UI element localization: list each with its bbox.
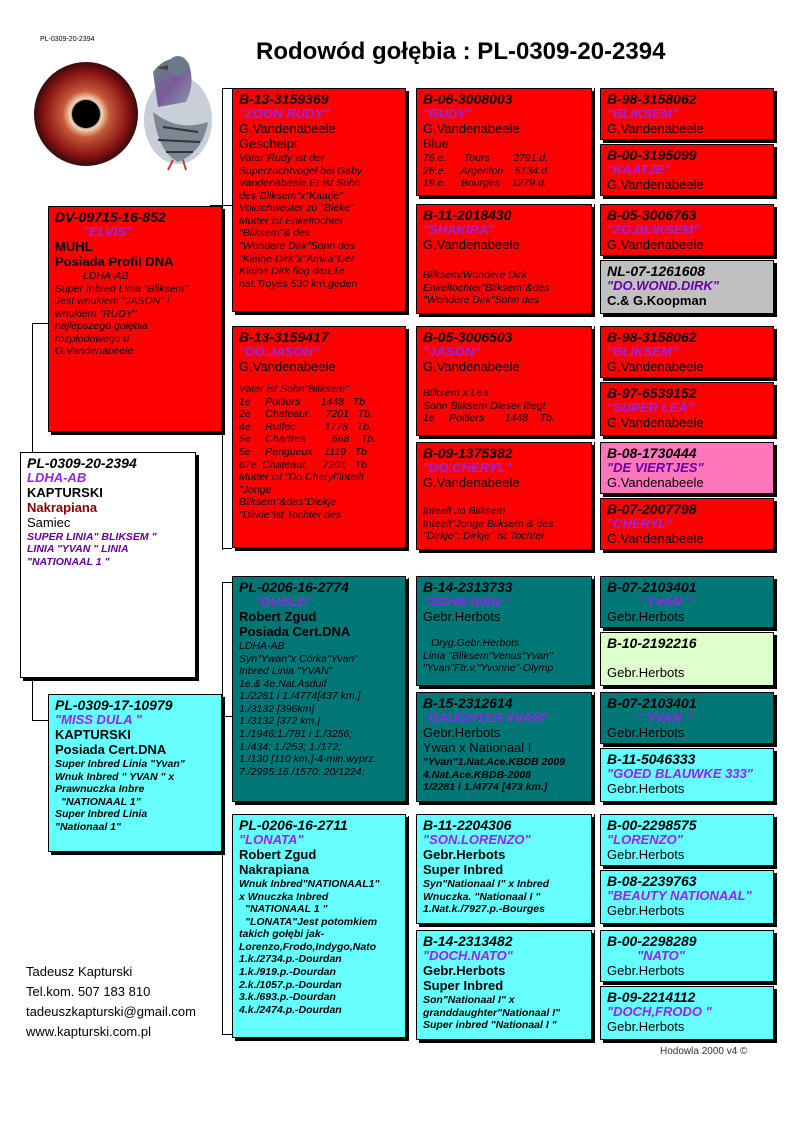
note: Wnuk Inbred " YVAN " x [55,770,175,783]
breeder: Gebr.Herbots [423,725,501,741]
color: Blue [423,135,450,151]
note: LDHA-AB [83,269,129,282]
breeder: G.Vandenabeele [607,237,704,253]
breeder: Robert Zgud [239,609,317,625]
color: Geschelpt [239,135,298,151]
ring-number: PL-0206-16-2774 [239,579,349,595]
breeder: C.& G.Koopman [607,293,707,309]
contact-name: Tadeusz Kapturski [26,964,133,979]
note: Super Inbred Linia [55,808,148,821]
note: "Nationaal 1" [55,820,121,833]
race-result: 19.e. Bourges 1279.d. [423,177,547,190]
mfm-card [416,692,592,802]
pigeon-name: "DO.WOND.DIRK" [607,278,719,294]
pigeon-name: "SOHN IVAN " [423,594,511,610]
breeder: G.Vandenabeele [607,359,704,375]
ring-number: B-13-3159369 [239,91,329,107]
pigeon-name: "DAUGHTER YVAN" [423,710,548,726]
note: 3.k./693.p.-Dourdan [239,991,336,1004]
breeder: Gebr.Herbots [607,1019,685,1035]
note: 5e Chartres 668 Tb. [239,433,377,446]
note: Bliksem/Wondere Dirk [423,268,527,281]
note: 2.k./1057.p.-Dourdan [239,978,342,991]
page-title: Rodowód gołębia : PL-0309-20-2394 [256,38,666,65]
fm-card [232,326,406,548]
pigeon-name: "DO.JASON" [239,344,320,360]
note: 1/2281 i 1./4774 [473 km.] [423,781,548,794]
note: 2e Chateaur. 7201 Tb. [239,408,373,421]
pigeon-name: "JASON" [423,344,481,360]
ring-number: B-05-3006503 [423,329,513,345]
note: 1.Nat.k./7927.p.-Bourges [423,903,545,916]
ring-number: B-15-2312614 [423,695,513,711]
note: Sohn Bliksem Dieser fliegt [423,399,546,412]
note: "NATIONAAL 1 " [27,556,110,569]
ring-number: B-08-1730444 [607,445,697,461]
contact-block [26,962,196,1042]
pigeon-name: "BLIKSEM" [607,344,678,360]
fmm-card [416,442,592,550]
color: Posiada Cert.DNA [55,741,167,757]
note: rozpłodowego u [55,332,130,345]
pigeon-name: " YVAN " [637,710,692,726]
note: Linia "Bliksem"Venus"Yvan" [423,649,553,662]
note: LDHA-AB [239,639,285,652]
note: Inteelt Jo Bliksem [423,504,506,517]
note: 7./2995:16./1570: 20/1224: [239,765,365,778]
ff-card [232,88,406,312]
pigeon-name: "ZO.BLIKSEM" [607,222,700,238]
note: Oryg.Gebr.Herbots [431,636,520,649]
breeder: MUHL [55,239,93,255]
note: des"Bliksem"x"Kaatje" [239,189,343,202]
ffm-card [416,204,592,314]
note: "Wondere Dirk"Sohn des [423,294,540,307]
note: 1e Poitiers 1448 Tb. [423,412,555,425]
color: Nakrapiana [27,499,98,515]
pigeon-name: "MISS DULA " [55,712,142,728]
fff-card [416,88,592,196]
pigeon-name: "RUDY" [423,106,473,122]
note: G.Vandenabeele [55,345,134,358]
note: "NATIONAAL 1 " [245,903,328,916]
ring-number: B-11-2018430 [423,207,512,223]
note: 4.Nat.Ace.KBDB-2008 [423,768,531,781]
ring-number: B-06-3008003 [423,91,513,107]
note: 1./1946;1./781 i 1./3256; [239,728,353,741]
pigeon-name: "DO.CHERYL" [423,460,512,476]
ring-number: NL-07-1261608 [607,263,706,279]
pigeon-eye-and-bird-image [28,32,228,172]
g4-card [600,814,774,866]
note: "Wondere Dirk"Sohn des [239,240,356,253]
pigeon-name: "DOCH,FRODO " [607,1004,712,1020]
breeder: Gebr.Herbots [607,725,685,741]
g4-card [600,576,774,628]
note: LINIA "YVAN " LINIA [27,543,129,556]
breeder: G.Vandenabeele [423,237,520,253]
note: Mutter ist "Do.Cheryl"inteilt [239,471,364,484]
breeder: Gebr.Herbots [607,903,685,919]
g4-card [600,498,774,550]
color: Super Inbred [423,861,504,877]
note: "Yvan"Ftr.v."Yvonne"-Olymp [423,662,554,675]
breeder: G.Vandenabeele [607,531,704,547]
ring-number: B-07-2103401 [607,695,697,711]
breeder: KAPTURSKI [55,727,131,743]
note: 1e.& 4e.Nat.Asduif [239,677,327,690]
note: "Bliksem"& des [239,227,311,240]
note: 1./434; 1./253; 1./172; [239,740,342,753]
breeder: Gebr.Herbots [607,963,685,979]
note: Super Inbred Linia "Yvan" [55,757,185,770]
color: Super Inbred [423,977,504,993]
breeder: Gebr.Herbots [607,609,685,625]
ring-number: B-11-5046333 [607,751,696,767]
g4-card [600,986,774,1040]
g4-card [600,442,774,494]
note: 1.k./919.p.-Dourdan [239,966,336,979]
g4-card [600,204,774,256]
note: Syn"Ywan"x Córka"Yvan" [239,652,358,665]
ring-number: B-09-2214112 [607,989,696,1005]
ring-number: B-00-2298575 [607,817,697,833]
breeder: G.Vandenabeele [239,359,336,375]
mff-card [416,576,592,686]
note: Wnuczka. "Nationaal I " [423,890,541,903]
note: Vater ist Sohn"Bliksem" [239,382,349,395]
note: Kleine Dirk flog den,1e [239,265,345,278]
ring-number: PL-0309-17-10979 [55,697,173,713]
fmf-card [416,326,592,436]
ring-number: B-09-1375382 [423,445,513,461]
ring-number: B-14-2313482 [423,933,513,949]
pigeon-name: "BEAUTY NATIONAAL" [607,888,752,904]
pigeon-name: "ZOON RUDY" [239,106,330,122]
note: Son"Nationaal I" x [423,993,515,1006]
breeder: Gebr.Herbots [607,665,685,681]
breeder: Gebr.Herbots [423,609,501,625]
note: 1e Poitiers 1448 Tb. [239,395,368,408]
pigeon-name: "KAATJE" [607,162,671,178]
pigeon-name: "ELVIS" [83,224,133,240]
note: x Wnuczka Inbred [239,890,329,903]
pigeon-name: "SUPER LEA" [607,400,694,416]
note: 1.k./2734.p.-Dourdan [239,953,342,966]
breeder: G.Vandenabeele [423,121,520,137]
breeder: Robert Zgud [239,847,317,863]
breeder: Gebr.Herbots [423,963,506,979]
note: Vandenabeele.Er ist Sohn [239,177,361,190]
ring-number: B-98-3158062 [607,91,697,107]
ring-number: B-14-2313733 [423,579,513,595]
pigeon-photo [28,32,228,172]
g4-card [600,88,774,140]
ring-number: B-11-2204306 [423,817,512,833]
note: Super Inbred Linia "Bliksem" [55,282,188,295]
g4-card [600,382,774,436]
subject-card [20,452,196,678]
breeder: Gebr.Herbots [607,781,685,797]
g4-card [600,748,774,802]
ring-number: B-10-2192216 [607,635,697,651]
ring-number: B-98-3158062 [607,329,697,345]
note: Jest wnukiem "JASON" i [55,295,170,308]
breeder: KAPTURSKI [27,485,103,501]
note: SUPER LINIA" BLIKSEM " [27,530,157,543]
note: Lorenzo,Frodo,Indygo,Nato [239,940,377,953]
note: Wnuk Inbred"NATIONAAL1" [239,877,380,890]
pigeon-name: "NATO" [637,948,685,964]
note: 1./3132 [372 km.] [239,715,321,728]
breeder: G.Vandenabeele [607,121,704,137]
note: Enkeltochter"Bliksem"&des [423,281,550,294]
mother-card [48,694,222,852]
pigeon-name: "GOED BLAUWKE 333" [607,766,753,782]
note: takich gołębi jak- [239,928,325,941]
contact-website[interactable]: www.kapturski.com.pl [26,1024,151,1039]
note: "Dirkje"::Dirkje" ist Tochter [423,530,545,543]
note: 1./3132 [396km] [239,702,315,715]
g4-card [600,930,774,982]
note: nat.Troyes 530 km.geden [239,277,358,290]
ring-number: B-07-2103401 [607,579,697,595]
breeder: G.Vandenabeele [423,475,520,491]
ring-number: PL-0206-16-2711 [239,817,348,833]
ring-number: B-00-2298289 [607,933,697,949]
ring-number: B-13-3159417 [239,329,329,345]
pigeon-name: "LONATA" [239,832,304,848]
contact-email[interactable]: tadeuszkapturski@gmail.com [26,1004,196,1019]
note: 4.k./2474.p.-Dourdan [239,1003,342,1016]
note: Vollschwester zu "Bleke" [239,202,355,215]
g4-card [600,692,774,744]
ring-number: B-07-2007798 [607,501,697,517]
g4-card [600,144,774,196]
ring-number: DV-09715-16-852 [55,209,166,225]
pigeon-name: LDHA-AB [27,470,87,486]
pigeon-name: "LORENZO" [607,832,683,848]
color: Nakrapiana [239,861,310,877]
breeder: G.Vandenabeele [607,415,704,431]
color: Posiada Cert.DNA [239,623,351,639]
mf-card [232,576,406,802]
father-card [48,206,222,432]
contact-phone: Tel.kom. 507 183 810 [26,984,151,999]
pigeon-name: "DUBLE" [255,594,313,610]
photo-caption: PL-0309-20-2394 [40,36,95,43]
note: Inteelt"Jonge Bliksem & des [423,517,554,530]
pigeon-name: "CHERYL" [607,516,673,532]
note: "LONATA"Jest potomkiem [245,915,378,928]
note: 1./130 [110 km.]-4-min.wyprz. [239,753,377,766]
note: granddaughter"Nationaal I" [423,1006,561,1019]
note: Superzuchtvogel bei Gaby [239,164,363,177]
pigeon-name: "DOCH.NATO" [423,948,513,964]
note: 67e Chateaur. 7201 Tb. [239,458,370,471]
race-result: 76.e. Tours 2791.d. [423,151,549,164]
ring-number: B-00-3195099 [607,147,697,163]
footer-credit: Hodowla 2000 v4 © [660,1046,748,1057]
pigeon-name: "SHAKIRA" [423,222,495,238]
note: 5e Perigueux 1119 Tb. [239,445,370,458]
pigeon-name [607,651,767,666]
mmm-card [416,930,592,1040]
breeder: Gebr.Herbots [607,847,685,863]
breeder: G.Vandenabeele [239,121,336,137]
color: Posiada Profil DNA [55,253,174,269]
note: 4e Ruffec 1778 Tb. [239,420,373,433]
pigeon-name: "DE VIERTJES" [607,460,704,476]
note: "Kleine Dirk"x"Amira"Der [239,252,355,265]
note: Bliksem"&des"Diekje [239,496,337,509]
note: Inbred Linia "YVAN" [239,665,333,678]
breeder: G.Vandenabeele [423,359,520,375]
note: wnukiem "RUDY" [55,307,137,320]
ring-number: B-97-6539152 [607,385,697,401]
note: Vater"Rudy"ist der [239,151,325,164]
breeder: G.Vandenabeele [607,177,704,193]
note: najlepszego gołębia [55,320,148,333]
g4-card [600,632,774,686]
note: Mutter ist Enkeltochter [239,214,344,227]
note: Super inbred "Nationaal I " [423,1019,557,1032]
note: "Dirkie"ist Tochter des [239,508,342,521]
mmf-card [416,814,592,924]
g4-card [600,870,774,924]
note: "NATIONAAL 1" [61,795,141,808]
note: Syn"Nationaal I" x Inbred [423,877,550,890]
note: "Yvan"1.Nat.Ace.KBDB 2009 [423,755,566,768]
color: Ywan x Nationaal I [423,739,532,755]
note: "Jonge [239,483,272,496]
note: Prawnuczka Inbre [55,783,145,796]
note: Bliksem x Lea [423,386,489,399]
g4-card [600,326,774,378]
ring-number: B-08-2239763 [607,873,697,889]
breeder: Gebr.Herbots [423,847,506,863]
g4-card [600,260,774,314]
pigeon-name: "BLIKSEM" [607,106,678,122]
pigeon-name: " YVAN " [637,594,692,610]
breeder: G.Vandenabeele [607,475,704,491]
note: 1./2281 i 1./4774[437 km.] [239,690,361,703]
mm-card [232,814,406,1038]
ring-number: PL-0309-20-2394 [27,455,137,471]
pigeon-name: "SON.LORENZO" [423,832,531,848]
sex: Samiec [27,514,71,530]
ring-number: B-05-3006763 [607,207,697,223]
race-result: 28.e. Argenton 5134.d. [423,164,550,177]
